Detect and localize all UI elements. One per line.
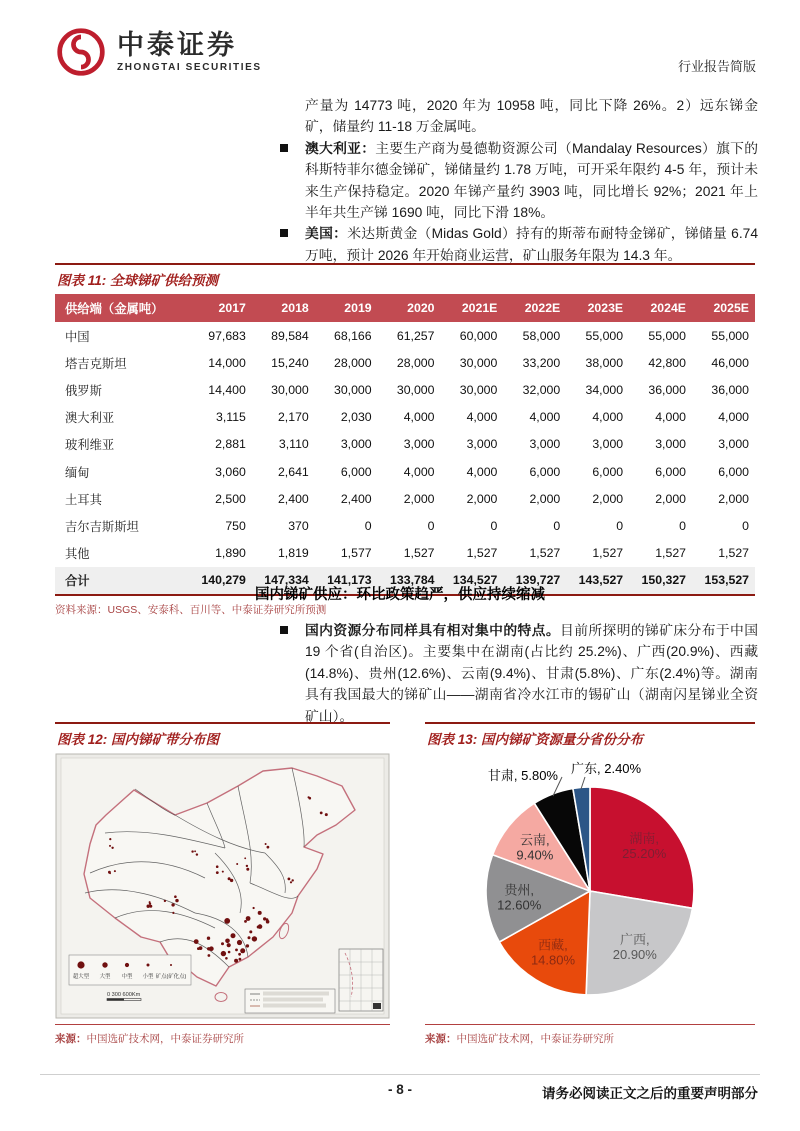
figure-12-source: 来源：中国选矿技术网，中泰证券研究所 xyxy=(55,1033,244,1045)
deposit-dot xyxy=(111,847,113,849)
svg-text:矿点(矿化点): 矿点(矿化点) xyxy=(155,974,187,980)
table-cell: 缅甸 xyxy=(65,465,90,480)
figure-11-source: 资料来源：USGS、安泰科、百川等、中泰证券研究所预测 xyxy=(55,603,327,616)
bullet-domestic xyxy=(278,620,758,727)
table-cell: 2,500 xyxy=(215,491,246,506)
table-cell: 58,000 xyxy=(522,328,561,343)
table-cell: 中国 xyxy=(65,329,90,344)
table-cell: 2,170 xyxy=(277,410,309,425)
deposit-dot xyxy=(252,936,257,941)
table-cell: 30,000 xyxy=(334,382,372,397)
table-column-header: 2025E xyxy=(692,294,755,322)
deposit-dot xyxy=(231,933,236,938)
deposit-dot xyxy=(263,917,266,920)
deposit-dot xyxy=(309,797,312,800)
table-cell: 其他 xyxy=(65,547,90,562)
table-row xyxy=(55,431,755,458)
deposit-dot xyxy=(194,939,199,944)
table-cell: 2,000 xyxy=(403,491,435,506)
table-row xyxy=(55,458,755,485)
table-cell: 140,279 xyxy=(189,567,252,595)
table-column-header: 2020 xyxy=(378,294,441,322)
table-cell: 1,527 xyxy=(529,546,561,561)
svg-text:中型: 中型 xyxy=(121,974,133,980)
deposit-dot xyxy=(228,951,231,954)
table-column-header: 2024E xyxy=(629,294,692,322)
table-cell: 2,030 xyxy=(340,410,372,425)
supply-forecast-table xyxy=(55,294,755,596)
deposit-dot xyxy=(265,843,267,845)
table-column-header: 2017 xyxy=(189,294,252,322)
table-cell: 2,000 xyxy=(655,491,686,506)
table-cell: 6,000 xyxy=(529,464,561,479)
deposit-dot xyxy=(225,939,230,944)
table-cell: 4,000 xyxy=(592,410,624,425)
table-cell: 150,327 xyxy=(629,567,692,595)
table-cell: 2,000 xyxy=(466,491,498,506)
svg-text:小型: 小型 xyxy=(142,974,154,980)
deposit-dot xyxy=(224,918,230,924)
table-cell: 3,000 xyxy=(529,437,561,452)
table-cell: 61,257 xyxy=(396,328,435,343)
table-row xyxy=(55,376,755,403)
deposit-dot xyxy=(234,959,238,963)
table-cell: 4,000 xyxy=(466,410,498,425)
deposit-dot xyxy=(288,878,291,881)
table-row xyxy=(55,349,755,376)
table-cell: 2,000 xyxy=(592,491,624,506)
pie-label-湖南: 湖南, 25.20% xyxy=(622,831,667,862)
table-row xyxy=(55,485,755,512)
deposit-dot xyxy=(249,930,252,933)
deposit-dot xyxy=(109,872,111,874)
section-heading: 国内锑矿供应：环比政策趋严，供应持续缩减 xyxy=(255,587,545,603)
pie-chart-image xyxy=(425,753,755,1019)
bullet-australia xyxy=(278,138,758,224)
table-cell: 15,240 xyxy=(271,355,309,370)
table-cell: 0 xyxy=(553,518,561,533)
table-cell: 139,727 xyxy=(503,567,566,595)
table-cell: 750 xyxy=(225,518,246,533)
table-cell: 2,400 xyxy=(277,491,309,506)
table-row xyxy=(55,512,755,539)
page-number: - 8 - xyxy=(387,1082,412,1097)
deposit-dot xyxy=(149,903,151,905)
table-cell: 14,400 xyxy=(208,382,246,397)
deposit-dot xyxy=(258,911,262,915)
table-cell: 6,000 xyxy=(655,464,686,479)
figure-12-title: 图表 12: 国内锑矿带分布图 xyxy=(55,722,390,753)
table-cell: 28,000 xyxy=(396,355,435,370)
table-cell: 14,000 xyxy=(208,355,246,370)
china-map-image xyxy=(55,753,390,1019)
deposit-dot xyxy=(171,903,174,906)
table-cell: 60,000 xyxy=(459,328,498,343)
map-scale-label: 0 300 600Km xyxy=(107,992,141,998)
table-cell: 澳大利亚 xyxy=(65,411,115,426)
table-cell: 0 xyxy=(679,518,686,533)
deposit-dot xyxy=(109,838,111,840)
table-column-header: 供给端（金属吨） xyxy=(55,294,189,322)
table-cell: 3,000 xyxy=(718,437,749,452)
pie-label-云南: 云南, 9.40% xyxy=(516,832,554,863)
table-cell: 俄罗斯 xyxy=(65,383,102,398)
brand-logo xyxy=(55,26,262,78)
figure-13-pie xyxy=(425,722,755,1046)
table-cell: 合计 xyxy=(55,567,189,595)
table-row xyxy=(55,404,755,431)
deposit-dot xyxy=(266,920,270,924)
deposit-dot xyxy=(228,877,231,880)
report-type-label: 行业报告简版 xyxy=(677,59,756,74)
footer-disclaimer: 请务必阅读正文之后的重要声明部分 xyxy=(542,1086,758,1101)
deposit-dot xyxy=(244,857,246,859)
table-column-header: 2018 xyxy=(252,294,315,322)
table-cell: 0 xyxy=(616,518,624,533)
svg-text:超大型: 超大型 xyxy=(72,974,90,980)
pie-label-西藏: 西藏, 14.80% xyxy=(530,937,576,968)
deposit-dot xyxy=(194,850,196,852)
bullet-square-icon xyxy=(280,144,288,152)
deposit-dot xyxy=(197,947,200,950)
sea-inset xyxy=(339,949,383,1011)
table-cell: 2,400 xyxy=(340,491,372,506)
table-column-header: 2023E xyxy=(566,294,629,322)
deposit-dot xyxy=(191,850,193,852)
table-cell: 38,000 xyxy=(585,355,624,370)
table-cell: 3,000 xyxy=(466,437,498,452)
table-cell: 143,527 xyxy=(566,567,629,595)
table-cell: 1,527 xyxy=(718,546,749,561)
table-cell: 28,000 xyxy=(334,355,372,370)
table-header xyxy=(55,294,755,322)
deposit-dot xyxy=(257,926,260,929)
table-cell: 153,527 xyxy=(692,567,755,595)
pie-label-贵州: 贵州, 12.60% xyxy=(497,882,542,913)
figure-12-map xyxy=(55,722,390,1046)
antimony-province-pie-chart xyxy=(425,753,755,1025)
table-cell: 塔吉克斯坦 xyxy=(65,356,127,371)
table-cell: 133,784 xyxy=(378,567,441,595)
table-cell: 0 xyxy=(742,518,749,533)
svg-text:大型: 大型 xyxy=(99,974,111,980)
table-cell: 1,577 xyxy=(340,546,372,561)
table-cell: 0 xyxy=(364,518,372,533)
table-cell: 6,000 xyxy=(718,464,749,479)
figure-13-source: 来源：中国选矿技术网，中泰证券研究所 xyxy=(425,1033,614,1045)
deposit-dot xyxy=(216,865,219,868)
deposit-dot xyxy=(290,881,292,883)
table-cell: 1,890 xyxy=(215,546,246,561)
table-cell: 370 xyxy=(288,518,309,533)
deposit-dot xyxy=(325,813,328,816)
deposit-dot xyxy=(248,936,251,939)
table-cell: 4,000 xyxy=(529,410,561,425)
table-cell: 32,000 xyxy=(522,382,561,397)
table-cell: 1,527 xyxy=(403,546,435,561)
deposit-dot xyxy=(172,912,174,914)
intro-text-block xyxy=(278,95,758,266)
deposit-dot xyxy=(244,920,247,923)
bullet-text: 米达斯黄金（Midas Gold）持有的斯蒂布耐特金锑矿，锑储量 6.74 万吨，预计 2026 年开始商业运营，矿山服务年限为 14.3 年。 xyxy=(305,226,759,263)
pie-label-广西: 广西, 20.90% xyxy=(612,932,657,963)
table-cell: 2,881 xyxy=(215,437,246,452)
figure-13-title: 图表 13: 国内锑矿资源量分省份分布 xyxy=(425,722,755,753)
figure-11-supply-table xyxy=(55,263,755,617)
deposit-dot xyxy=(114,870,116,872)
deposit-dot xyxy=(267,846,270,849)
table-cell: 4,000 xyxy=(718,410,749,425)
table-cell: 6,000 xyxy=(340,464,372,479)
deposit-dot xyxy=(221,942,224,945)
deposit-dot xyxy=(221,951,226,956)
table-cell: 2,000 xyxy=(718,491,749,506)
table-row xyxy=(55,322,755,349)
bullet-lead: 澳大利亚： xyxy=(305,140,376,156)
deposit-dot xyxy=(238,953,241,956)
table-cell: 147,334 xyxy=(252,567,315,595)
deposit-dot xyxy=(320,812,323,815)
table-column-header: 2019 xyxy=(315,294,378,322)
deposit-dot xyxy=(164,900,166,902)
deposit-dot xyxy=(207,947,210,950)
table-cell: 3,000 xyxy=(403,437,435,452)
deposit-dot xyxy=(109,845,111,847)
zhongtai-logo-icon xyxy=(55,26,107,78)
table-cell: 6,000 xyxy=(592,464,624,479)
deposit-dot xyxy=(235,949,238,952)
table-cell: 0 xyxy=(490,518,498,533)
deposit-dot xyxy=(240,948,245,953)
deposit-dot xyxy=(246,868,249,871)
bullet-square-icon xyxy=(280,229,288,237)
domestic-text-block xyxy=(278,620,758,727)
figure-11-title: 图表 11: 全球锑矿供给预测 xyxy=(55,263,755,294)
deposit-dot xyxy=(216,871,219,874)
table-cell: 30,000 xyxy=(459,382,498,397)
table-cell: 89,584 xyxy=(271,328,309,343)
deposit-dot xyxy=(246,865,248,867)
table-cell: 4,000 xyxy=(403,464,435,479)
deposit-dot xyxy=(175,899,178,902)
brand-name-en: ZHONGTAI SECURITIES xyxy=(117,61,262,73)
table-cell: 4,000 xyxy=(403,410,435,425)
deposit-dot xyxy=(227,943,231,947)
deposit-dot xyxy=(292,879,294,881)
pie-label-甘肃: 甘肃, 5.80% xyxy=(487,768,558,783)
table-cell: 46,000 xyxy=(711,355,749,370)
deposit-dot xyxy=(147,905,150,908)
table-cell: 3,115 xyxy=(216,410,246,425)
table-cell: 1,527 xyxy=(592,546,624,561)
bullet-square-icon xyxy=(280,626,288,634)
table-cell: 吉尔吉斯斯坦 xyxy=(65,519,139,534)
deposit-dot xyxy=(225,957,228,960)
bullet-usa xyxy=(278,223,758,266)
deposit-dot xyxy=(237,940,242,945)
table-cell: 4,000 xyxy=(466,464,498,479)
table-cell: 34,000 xyxy=(585,382,624,397)
table-cell: 3,110 xyxy=(278,437,309,452)
table-cell: 0 xyxy=(427,518,435,533)
deposit-dot xyxy=(207,937,210,940)
table-cell: 141,173 xyxy=(315,567,378,595)
deposit-dot xyxy=(239,958,242,961)
deposit-dot xyxy=(246,944,249,947)
table-cell: 30,000 xyxy=(396,382,435,397)
table-cell: 97,683 xyxy=(208,328,246,343)
table-cell: 30,000 xyxy=(271,382,309,397)
bullet-lead: 国内资源分布同样具有相对集中的特点。 xyxy=(305,623,561,638)
table-cell: 134,527 xyxy=(441,567,504,595)
table-cell: 3,060 xyxy=(215,464,246,479)
deposit-dot xyxy=(196,853,198,855)
table-column-header: 2021E xyxy=(441,294,504,322)
table-cell: 2,000 xyxy=(529,491,561,506)
deposit-dot xyxy=(253,907,255,909)
footer-divider xyxy=(40,1074,760,1075)
table-cell: 土耳其 xyxy=(65,492,102,507)
table-cell: 1,527 xyxy=(655,546,686,561)
table-cell: 30,000 xyxy=(459,355,498,370)
table-cell: 玻利维亚 xyxy=(65,438,115,453)
table-cell: 1,819 xyxy=(277,546,309,561)
bullet-text: 目前所探明的锑矿床分布于中国 19 个省(自治区)。主要集中在湖南(占比约 25.2%)、广西(20.9%)、西藏(14.8%)、贵州(12.6%)、云南(9.4%)、甘肃(5.8%)、广东(2.4%)等。湖南具有我国最大的锑矿山——湖南省冷水江市的锡矿山（湖南闪星锑业全资矿山）。 xyxy=(305,623,759,724)
table-cell: 42,800 xyxy=(648,355,686,370)
table-cell: 33,200 xyxy=(522,355,561,370)
bullet-text: 主要生产商为曼德勒资源公司（Mandalay Resources）旗下的科斯特菲尔德金锑矿，锑储量约 1.78 万吨，可开采年限约 4-5 年，预计未来生产保持稳定。2020 年锑产量约 3903 吨，同比增长 92%；2021 年上半年共生产锑 1690 吨，同比下滑 18%。 xyxy=(305,140,758,221)
table-cell: 68,166 xyxy=(334,328,372,343)
deposit-dot xyxy=(174,895,177,898)
table-cell: 1,527 xyxy=(466,546,498,561)
deposit-dot xyxy=(222,871,224,873)
table-cell: 3,000 xyxy=(340,437,372,452)
table-cell: 36,000 xyxy=(648,382,686,397)
table-cell: 36,000 xyxy=(711,382,749,397)
pie-label-广东: 广东, 2.40% xyxy=(571,761,642,776)
table-cell: 4,000 xyxy=(655,410,686,425)
table-row xyxy=(55,540,755,567)
table-column-header: 2022E xyxy=(503,294,566,322)
table-cell: 2,641 xyxy=(277,464,309,479)
china-antimony-map xyxy=(55,753,390,1025)
bullet-lead: 美国： xyxy=(305,226,348,242)
brand-name-cn: 中泰证券 xyxy=(117,29,237,60)
deposit-dot xyxy=(208,954,211,957)
intro-paragraph: 产量为 14773 吨，2020 年为 10958 吨，同比下降 26%。2）远东锑金矿，储量约 11-18 万金属吨。 xyxy=(305,98,758,135)
deposit-dot xyxy=(236,863,238,865)
table-cell: 55,000 xyxy=(585,328,624,343)
deposit-dot xyxy=(246,916,251,921)
table-cell: 3,000 xyxy=(592,437,624,452)
table-cell: 55,000 xyxy=(648,328,686,343)
table-cell: 55,000 xyxy=(711,328,749,343)
table-cell: 3,000 xyxy=(655,437,686,452)
